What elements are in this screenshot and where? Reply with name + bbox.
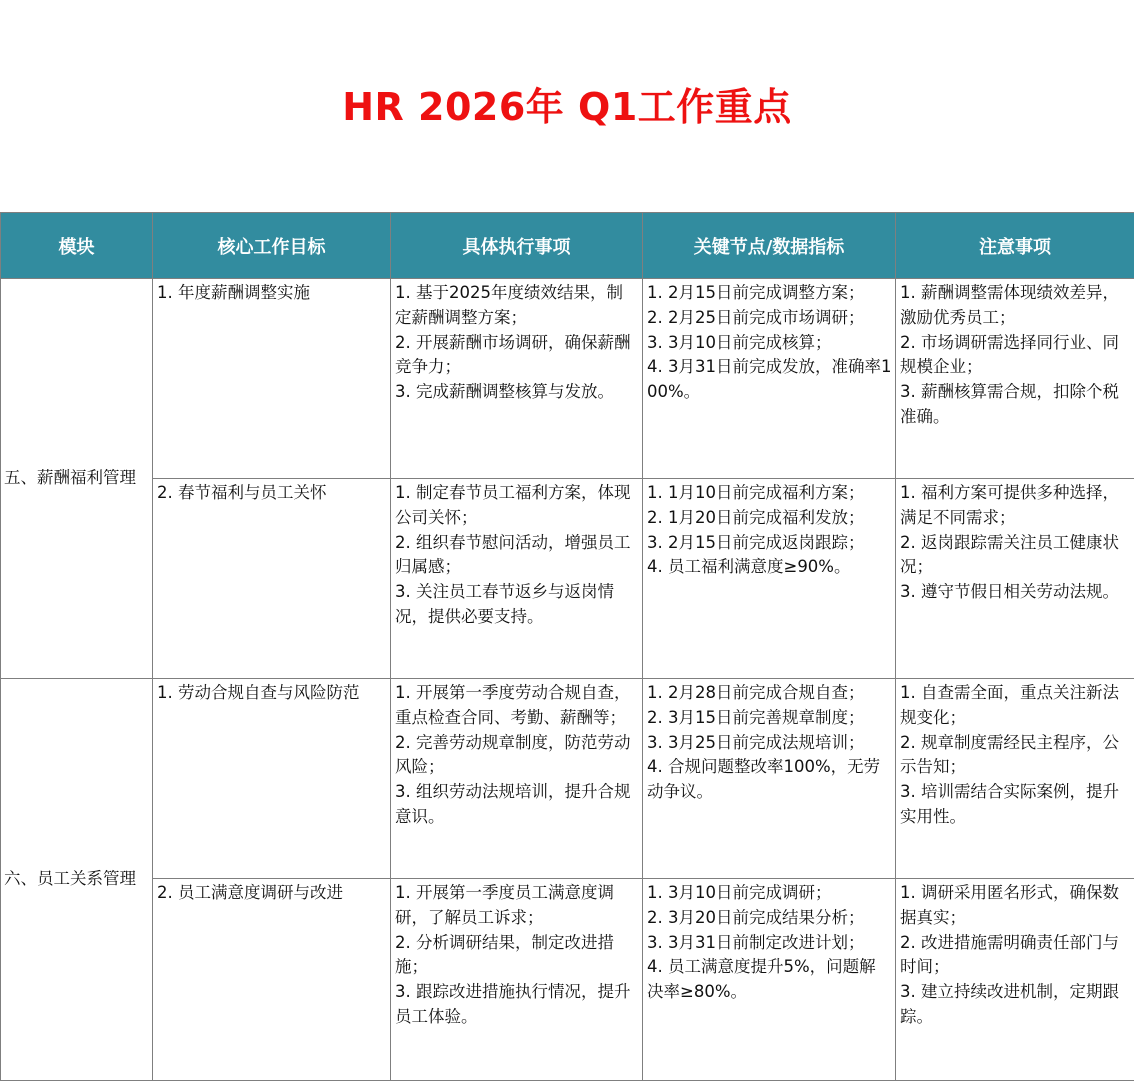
list-item: 3. 跟踪改进措施执行情况，提升员工体验。: [395, 980, 639, 1030]
list-item: 2. 1月20日前完成福利发放；: [647, 506, 892, 531]
list-item: 1. 2月15日前完成调整方案；: [647, 281, 892, 306]
list-item: 2. 规章制度需经民主程序，公示告知；: [900, 731, 1131, 781]
list-item: 3. 3月25日前完成法规培训；: [647, 731, 892, 756]
milestones-cell: [643, 679, 896, 879]
actions-cell: [391, 879, 643, 1081]
module-cell: 六、员工关系管理: [1, 679, 153, 1081]
list-item: 1. 3月10日前完成调研；: [647, 881, 892, 906]
notes-cell: [896, 279, 1134, 479]
list-item: 1. 开展第一季度员工满意度调研，了解员工诉求；: [395, 881, 639, 931]
list-item: 3. 完成薪酬调整核算与发放。: [395, 380, 639, 405]
table-row: [1, 679, 1134, 879]
actions-cell: [391, 479, 643, 679]
list-item: 3. 建立持续改进机制，定期跟踪。: [900, 980, 1131, 1030]
header-module: 模块: [1, 213, 153, 279]
milestones-cell: [643, 879, 896, 1081]
list-item: 3. 组织劳动法规培训，提升合规意识。: [395, 780, 639, 830]
notes-cell: [896, 479, 1134, 679]
list-item: 4. 3月31日前完成发放，准确率100%。: [647, 355, 892, 405]
list-item: 2. 开展薪酬市场调研，确保薪酬竞争力；: [395, 331, 639, 381]
actions-cell: [391, 279, 643, 479]
list-item: 3. 培训需结合实际案例，提升实用性。: [900, 780, 1131, 830]
list-item: 1. 开展第一季度劳动合规自查，重点检查合同、考勤、薪酬等；: [395, 681, 639, 731]
list-item: 1. 1月10日前完成福利方案；: [647, 481, 892, 506]
notes-cell: [896, 679, 1134, 879]
actions-cell: [391, 679, 643, 879]
list-item: 3. 薪酬核算需合规，扣除个税准确。: [900, 380, 1131, 430]
list-item: 3. 关注员工春节返乡与返岗情况，提供必要支持。: [395, 580, 639, 630]
module-cell: 五、薪酬福利管理: [1, 279, 153, 679]
goal-cell: 1. 劳动合规自查与风险防范: [153, 679, 391, 879]
list-item: 1. 调研采用匿名形式，确保数据真实；: [900, 881, 1131, 931]
list-item: 3. 遵守节假日相关劳动法规。: [900, 580, 1131, 605]
title-area: [0, 0, 1134, 212]
list-item: 2. 3月20日前完成结果分析；: [647, 906, 892, 931]
table-row: [1, 879, 1134, 1081]
goal-cell: 2. 员工满意度调研与改进: [153, 879, 391, 1081]
goal-cell: 2. 春节福利与员工关怀: [153, 479, 391, 679]
list-item: 1. 自查需全面，重点关注新法规变化；: [900, 681, 1131, 731]
header-notes: 注意事项: [896, 213, 1134, 279]
notes-cell: [896, 879, 1134, 1081]
list-item: 3. 3月10日前完成核算；: [647, 331, 892, 356]
list-item: 2. 完善劳动规章制度，防范劳动风险；: [395, 731, 639, 781]
list-item: 2. 分析调研结果，制定改进措施；: [395, 931, 639, 981]
header-milestones: 关键节点/数据指标: [643, 213, 896, 279]
list-item: 2. 3月15日前完善规章制度；: [647, 706, 892, 731]
table-row: [1, 479, 1134, 679]
list-item: 2. 返岗跟踪需关注员工健康状况；: [900, 531, 1131, 581]
list-item: 1. 制定春节员工福利方案，体现公司关怀；: [395, 481, 639, 531]
milestones-cell: [643, 279, 896, 479]
list-item: 1. 福利方案可提供多种选择，满足不同需求；: [900, 481, 1131, 531]
list-item: 1. 基于2025年度绩效结果，制定薪酬调整方案；: [395, 281, 639, 331]
work-plan-table: [0, 212, 1134, 1081]
table-row: [1, 279, 1134, 479]
list-item: 3. 3月31日前制定改进计划；: [647, 931, 892, 956]
list-item: 1. 2月28日前完成合规自查；: [647, 681, 892, 706]
list-item: 1. 薪酬调整需体现绩效差异，激励优秀员工；: [900, 281, 1131, 331]
list-item: 2. 2月25日前完成市场调研；: [647, 306, 892, 331]
list-item: 2. 组织春节慰问活动，增强员工归属感；: [395, 531, 639, 581]
table-header-row: [1, 213, 1134, 279]
page-title: HR 2026年 Q1工作重点: [342, 76, 792, 131]
list-item: 3. 2月15日前完成返岗跟踪；: [647, 531, 892, 556]
goal-cell: 1. 年度薪酬调整实施: [153, 279, 391, 479]
header-actions: 具体执行事项: [391, 213, 643, 279]
milestones-cell: [643, 479, 896, 679]
list-item: 4. 员工满意度提升5%，问题解决率≥80%。: [647, 955, 892, 1005]
list-item: 4. 员工福利满意度≥90%。: [647, 555, 892, 580]
list-item: 4. 合规问题整改率100%，无劳动争议。: [647, 755, 892, 805]
header-goal: 核心工作目标: [153, 213, 391, 279]
list-item: 2. 改进措施需明确责任部门与时间；: [900, 931, 1131, 981]
list-item: 2. 市场调研需选择同行业、同规模企业；: [900, 331, 1131, 381]
